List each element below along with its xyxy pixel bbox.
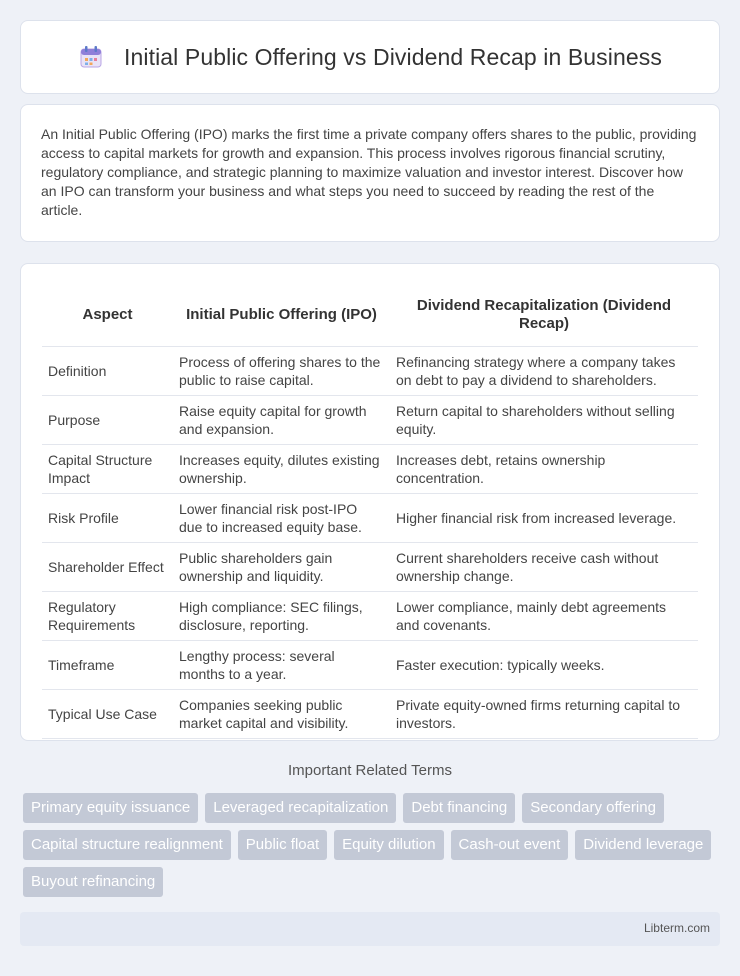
page-title: Initial Public Offering vs Dividend Recap in Business	[124, 43, 662, 70]
row-recap-value: Higher financial risk from increased leverage.	[390, 493, 698, 542]
related-term-tag[interactable]: Leveraged recapitalization	[205, 793, 396, 823]
row-ipo-value: Increases equity, dilutes existing ownership.	[173, 444, 390, 493]
row-recap-value: Lower compliance, mainly debt agreements and covenants.	[390, 591, 698, 640]
related-terms-list	[23, 793, 723, 897]
row-aspect: Typical Use Case	[42, 689, 173, 738]
table-header-row	[42, 284, 698, 346]
intro-card	[20, 104, 720, 242]
row-recap-value: Private equity-owned firms returning capital to investors.	[390, 689, 698, 738]
row-ipo-value: High compliance: SEC filings, disclosure, reporting.	[173, 591, 390, 640]
footer	[20, 912, 720, 946]
table-row	[42, 346, 698, 395]
column-header-ipo: Initial Public Offering (IPO)	[173, 284, 390, 346]
comparison-table-card	[20, 263, 720, 741]
row-aspect: Purpose	[42, 395, 173, 444]
intro-paragraph: An Initial Public Offering (IPO) marks the first time a private company offers shares to the public, providing access to capital markets for growth and expansion. This process involves rigorous financial scrutiny, regulatory compliance, and strategic planning to maximize valuation and investor interest. Discover how an IPO can transform your business and what steps you need to succeed by reading the rest of the article.	[41, 126, 697, 218]
calendar-icon	[78, 44, 104, 70]
table-row	[42, 640, 698, 689]
related-term-tag[interactable]: Cash-out event	[451, 830, 569, 860]
row-aspect: Definition	[42, 346, 173, 395]
column-header-dividend-recap: Dividend Recapitalization (Dividend Recap)	[390, 284, 698, 346]
row-ipo-value: Process of offering shares to the public to raise capital.	[173, 346, 390, 395]
related-term-tag[interactable]: Equity dilution	[334, 830, 443, 860]
row-aspect: Timeframe	[42, 640, 173, 689]
table-row	[42, 542, 698, 591]
row-ipo-value: Public shareholders gain ownership and liquidity.	[173, 542, 390, 591]
related-term-tag[interactable]: Secondary offering	[522, 793, 664, 823]
related-term-tag[interactable]: Dividend leverage	[575, 830, 711, 860]
row-recap-value: Increases debt, retains ownership concentration.	[390, 444, 698, 493]
footer-site-link[interactable]: Libterm.com	[643, 921, 710, 935]
related-term-tag[interactable]: Debt financing	[403, 793, 515, 823]
row-aspect: Regulatory Requirements	[42, 591, 173, 640]
row-ipo-value: Companies seeking public market capital and visibility.	[173, 689, 390, 738]
row-recap-value: Refinancing strategy where a company takes on debt to pay a dividend to shareholders.	[390, 346, 698, 395]
table-row	[42, 395, 698, 444]
table-row	[42, 493, 698, 542]
row-aspect: Risk Profile	[42, 493, 173, 542]
row-ipo-value: Lower financial risk post-IPO due to increased equity base.	[173, 493, 390, 542]
related-term-tag[interactable]: Capital structure realignment	[23, 830, 231, 860]
related-terms-title: Important Related Terms	[288, 762, 452, 779]
table-row	[42, 689, 698, 738]
table-row	[42, 591, 698, 640]
column-header-aspect: Aspect	[42, 284, 173, 346]
table-row	[42, 444, 698, 493]
row-recap-value: Current shareholders receive cash without ownership change.	[390, 542, 698, 591]
related-term-tag[interactable]: Buyout refinancing	[23, 867, 163, 897]
header	[78, 44, 662, 71]
row-recap-value: Return capital to shareholders without selling equity.	[390, 395, 698, 444]
related-term-tag[interactable]: Public float	[238, 830, 327, 860]
comparison-table	[42, 284, 698, 739]
row-ipo-value: Raise equity capital for growth and expansion.	[173, 395, 390, 444]
row-aspect: Shareholder Effect	[42, 542, 173, 591]
row-ipo-value: Lengthy process: several months to a year.	[173, 640, 390, 689]
row-aspect: Capital Structure Impact	[42, 444, 173, 493]
related-term-tag[interactable]: Primary equity issuance	[23, 793, 198, 823]
row-recap-value: Faster execution: typically weeks.	[390, 640, 698, 689]
header-card	[20, 20, 720, 94]
